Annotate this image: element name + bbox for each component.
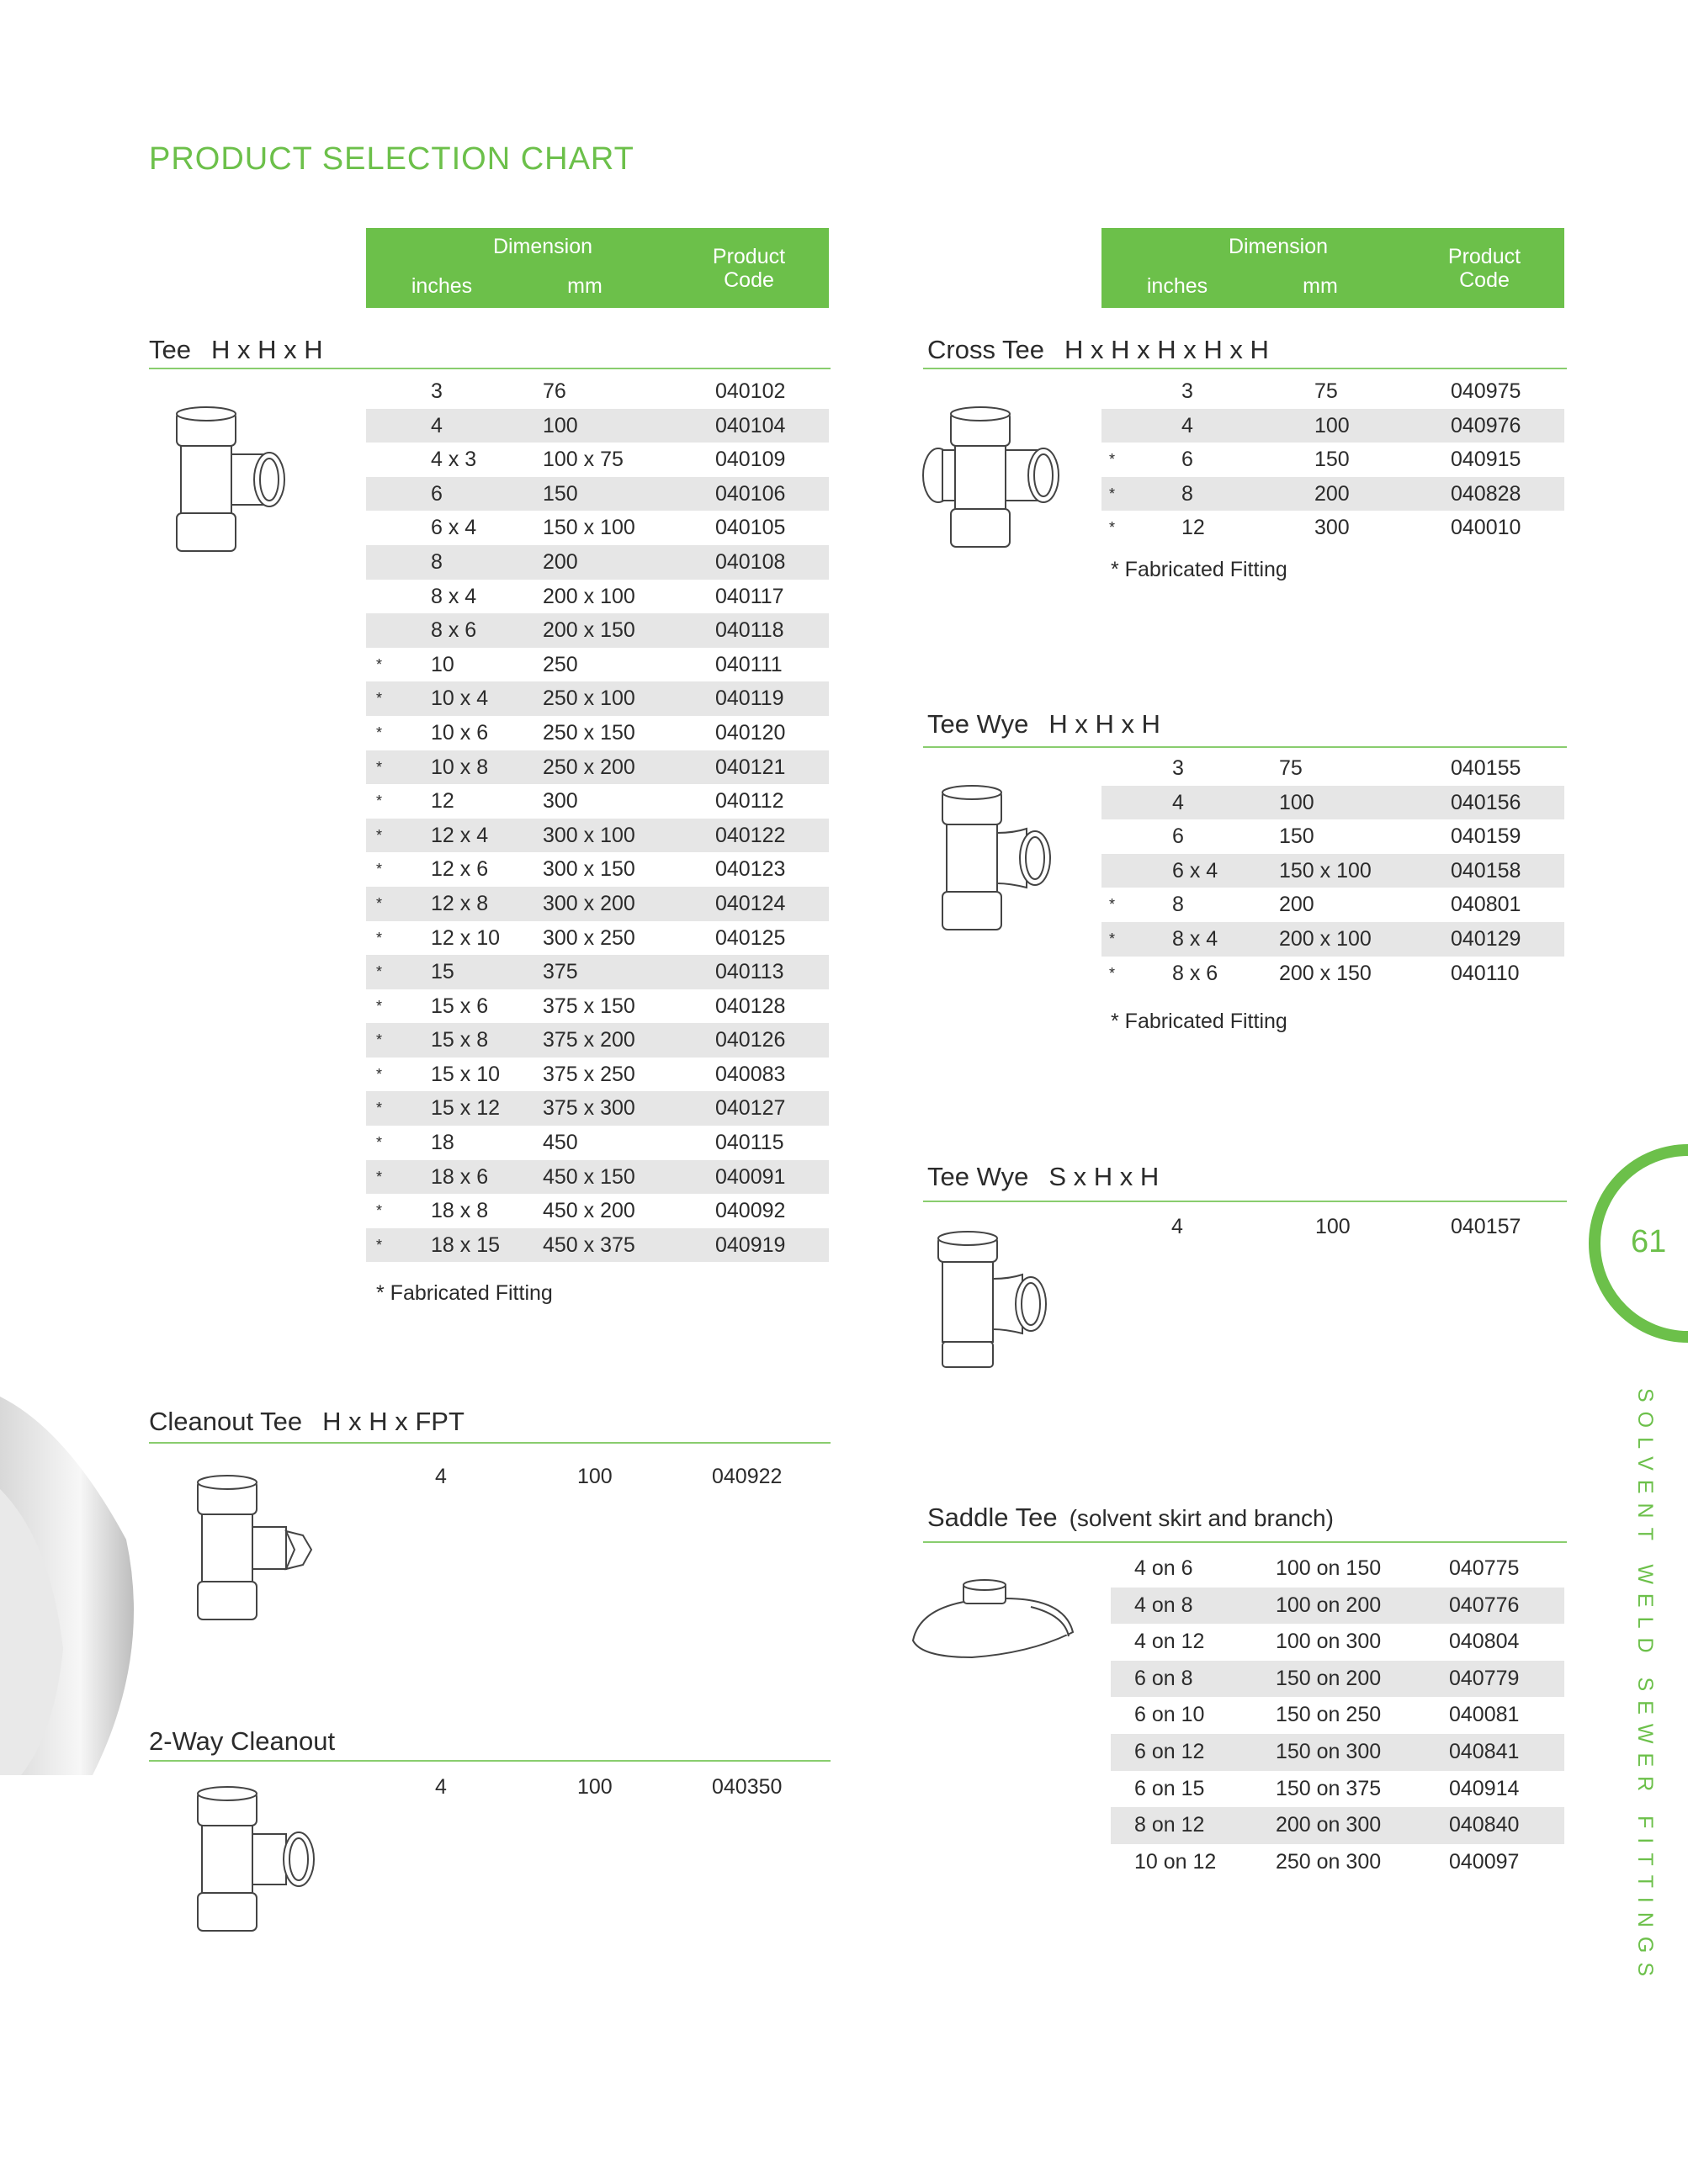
size-inches: 6 on 8 (1134, 1666, 1193, 1690)
size-mm: 150 on 375 (1276, 1776, 1382, 1800)
section-title (927, 335, 1269, 365)
size-mm: 450 x 200 (543, 1199, 635, 1223)
section-divider (923, 368, 1567, 369)
size-inches: 15 (431, 960, 454, 984)
table-row (1111, 1624, 1564, 1661)
table-row (366, 1126, 829, 1160)
table-row (1101, 957, 1564, 991)
section-name: Saddle Tee (927, 1503, 1058, 1532)
size-inches: 3 (1172, 756, 1184, 780)
product-code: 040110 (1451, 961, 1520, 985)
size-inches: 4 on 8 (1134, 1593, 1193, 1617)
fabricated-marker: * (1109, 519, 1116, 537)
size-inches: 3 (431, 379, 443, 403)
size-inches: 4 (435, 1465, 447, 1488)
table-row (366, 580, 829, 614)
table-header-left (366, 228, 829, 308)
table-row (366, 989, 829, 1024)
product-code: 040840 (1449, 1813, 1520, 1837)
fabricated-marker: * (376, 1134, 383, 1152)
size-mm: 200 x 150 (543, 618, 635, 643)
section-divider (149, 1442, 831, 1444)
size-mm: 150 on 200 (1276, 1666, 1382, 1690)
fabricated-marker: * (376, 894, 383, 912)
size-inches: 15 x 10 (431, 1062, 501, 1086)
pipe-photo-decoration (0, 1380, 151, 1784)
size-mm: 450 x 150 (543, 1164, 635, 1189)
table-row (366, 716, 829, 750)
section-divider (923, 1541, 1567, 1543)
product-code: 040914 (1449, 1776, 1520, 1800)
section-name: 2-Way Cleanout (149, 1726, 336, 1756)
table-row (1111, 1771, 1564, 1808)
size-mm: 450 x 375 (543, 1232, 635, 1257)
size-mm: 375 x 250 (543, 1062, 635, 1086)
fabricated-marker: * (376, 1031, 383, 1049)
product-table (366, 374, 829, 1262)
size-mm: 250 (543, 652, 578, 676)
table-row (1111, 1551, 1564, 1588)
section-name: Cross Tee (927, 335, 1044, 364)
size-mm: 200 (543, 549, 578, 574)
product-code: 040804 (1449, 1630, 1520, 1654)
table-row (1101, 477, 1564, 512)
size-mm: 250 x 150 (543, 720, 635, 745)
tee-fitting-icon (168, 404, 295, 564)
header-product-code: Product Code (712, 245, 786, 292)
product-code: 040915 (1451, 448, 1521, 472)
table-row (366, 545, 829, 580)
size-mm: 100 x 75 (543, 448, 624, 472)
size-mm: 150 (543, 481, 578, 506)
size-mm: 100 (1315, 1215, 1351, 1238)
product-code: 040097 (1449, 1849, 1520, 1874)
table-row (366, 955, 829, 989)
table-row (366, 681, 829, 716)
size-mm: 76 (543, 379, 566, 403)
table-row (1111, 1697, 1564, 1734)
section-spec: (solvent skirt and branch) (1069, 1505, 1334, 1531)
size-mm: 150 on 300 (1276, 1739, 1382, 1763)
product-code: 040124 (715, 891, 786, 915)
section-name: Tee Wye (927, 709, 1029, 739)
product-code: 040102 (715, 379, 786, 403)
fabricated-marker: * (376, 1065, 383, 1083)
section-spec: S x H x H (1048, 1162, 1160, 1191)
section-title (927, 1503, 1334, 1533)
product-table (1101, 1210, 1564, 1244)
product-code: 040128 (715, 994, 786, 1018)
product-code: 040919 (715, 1232, 786, 1257)
product-code: 040105 (715, 516, 786, 540)
size-inches: 4 (1172, 790, 1184, 814)
fabricated-marker: * (376, 1168, 383, 1185)
size-inches: 12 (431, 789, 454, 814)
product-code: 040121 (715, 755, 786, 779)
table-row (366, 1091, 829, 1126)
table-row (1101, 888, 1564, 922)
product-code: 040157 (1451, 1215, 1521, 1238)
product-code: 040776 (1449, 1593, 1520, 1617)
cross-tee-fitting-icon (917, 404, 1069, 555)
table-row (366, 921, 829, 956)
table-row (366, 1460, 829, 1494)
table-row (1111, 1588, 1564, 1625)
size-mm: 100 on 200 (1276, 1593, 1382, 1617)
product-code: 040922 (712, 1465, 783, 1488)
size-inches: 18 x 15 (431, 1232, 501, 1257)
size-inches: 4 (1181, 413, 1193, 437)
section-name: Cleanout Tee (149, 1407, 303, 1436)
table-row (1101, 786, 1564, 820)
product-code: 040083 (715, 1062, 786, 1086)
size-mm: 300 (1314, 516, 1350, 540)
product-table (1101, 374, 1564, 545)
size-mm: 375 x 150 (543, 994, 635, 1018)
product-code: 040156 (1451, 790, 1521, 814)
table-row (1101, 374, 1564, 409)
size-mm: 100 (577, 1465, 613, 1488)
size-mm: 200 x 150 (1279, 961, 1372, 985)
size-mm: 300 (543, 789, 578, 814)
table-row (366, 511, 829, 545)
size-inches: 8 on 12 (1134, 1813, 1205, 1837)
size-mm: 100 (543, 413, 578, 437)
size-mm: 300 x 100 (543, 823, 635, 847)
product-table (1101, 751, 1564, 990)
size-mm: 100 on 300 (1276, 1630, 1382, 1654)
table-row (1101, 819, 1564, 854)
header-mm: mm (567, 274, 602, 298)
product-code: 040123 (715, 857, 786, 882)
header-mm: mm (1303, 274, 1338, 298)
product-code: 040127 (715, 1096, 786, 1121)
page-title: PRODUCT SELECTION CHART (149, 141, 634, 177)
fabricated-marker: * (1109, 964, 1116, 982)
product-code: 040775 (1449, 1556, 1520, 1580)
size-inches: 8 (431, 549, 443, 574)
product-code: 040126 (715, 1028, 786, 1052)
table-row (1101, 511, 1564, 545)
size-inches: 6 (1172, 824, 1184, 849)
product-code: 040122 (715, 823, 786, 847)
size-mm: 250 x 100 (543, 686, 635, 711)
size-inches: 4 (1171, 1215, 1183, 1238)
size-inches: 10 on 12 (1134, 1849, 1217, 1874)
table-row (366, 613, 829, 648)
size-inches: 4 (435, 1775, 447, 1799)
fabricated-marker: * (376, 792, 383, 810)
fabricated-marker: * (376, 997, 383, 1015)
size-inches: 15 x 8 (431, 1028, 489, 1052)
size-inches: 10 (431, 652, 454, 676)
size-mm: 150 (1279, 824, 1314, 849)
product-code: 040158 (1451, 858, 1521, 883)
table-row (1101, 1210, 1564, 1244)
size-mm: 375 (543, 960, 578, 984)
size-mm: 250 on 300 (1276, 1849, 1382, 1874)
product-code: 040117 (715, 584, 784, 608)
fabricated-marker: * (376, 1236, 383, 1254)
product-code: 040111 (715, 652, 783, 676)
two-way-cleanout-fitting-icon (189, 1784, 324, 1943)
section-title (149, 1726, 355, 1757)
size-inches: 6 (431, 481, 443, 506)
table-row (1111, 1844, 1564, 1881)
size-inches: 6 on 12 (1134, 1739, 1205, 1763)
size-inches: 6 x 4 (1172, 858, 1218, 883)
table-row (1101, 751, 1564, 786)
header-inches: inches (1146, 274, 1208, 298)
section-divider (149, 368, 831, 369)
fabricated-marker: * (376, 1100, 383, 1117)
size-inches: 18 x 8 (431, 1199, 489, 1223)
saddle-tee-fitting-icon (905, 1573, 1081, 1666)
size-mm: 75 (1279, 756, 1303, 780)
size-inches: 12 x 10 (431, 925, 501, 950)
size-mm: 300 x 150 (543, 857, 635, 882)
size-inches: 4 on 6 (1134, 1556, 1193, 1580)
table-row (366, 1228, 829, 1263)
size-mm: 100 (1314, 413, 1350, 437)
table-row (1101, 922, 1564, 957)
fabricated-marker: * (376, 690, 383, 708)
size-inches: 12 x 6 (431, 857, 489, 882)
size-inches: 12 (1181, 516, 1205, 540)
product-code: 040828 (1451, 481, 1521, 506)
table-row (366, 1058, 829, 1092)
size-mm: 375 x 200 (543, 1028, 635, 1052)
size-inches: 12 x 4 (431, 823, 489, 847)
size-inches: 8 (1172, 893, 1184, 917)
product-code: 040801 (1451, 893, 1521, 917)
size-inches: 10 x 8 (431, 755, 489, 779)
product-table (366, 1770, 829, 1805)
section-spec: H x H x H x H x H (1064, 335, 1269, 364)
product-code: 040125 (715, 925, 786, 950)
table-row (366, 648, 829, 682)
header-inches: inches (411, 274, 473, 298)
table-row (366, 1770, 829, 1805)
product-table (1111, 1551, 1564, 1880)
size-mm: 100 (577, 1775, 613, 1799)
size-inches: 6 x 4 (431, 516, 477, 540)
table-row (366, 409, 829, 443)
table-row (366, 819, 829, 853)
table-row (366, 852, 829, 887)
size-inches: 12 x 8 (431, 891, 489, 915)
header-dimension: Dimension (492, 235, 593, 258)
table-row (366, 443, 829, 477)
tee-wye-sxhxh-fitting-icon (930, 1228, 1056, 1388)
size-inches: 4 x 3 (431, 448, 477, 472)
size-mm: 200 x 100 (543, 584, 635, 608)
fabricated-marker: * (1109, 930, 1116, 947)
size-mm: 100 on 150 (1276, 1556, 1382, 1580)
size-mm: 200 (1279, 893, 1314, 917)
product-code: 040350 (712, 1775, 783, 1799)
size-mm: 150 x 100 (543, 516, 635, 540)
size-mm: 250 x 200 (543, 755, 635, 779)
size-inches: 18 (431, 1131, 454, 1155)
size-mm: 200 on 300 (1276, 1813, 1382, 1837)
product-code: 040975 (1451, 379, 1521, 403)
size-inches: 18 x 6 (431, 1164, 489, 1189)
size-inches: 8 x 6 (431, 618, 477, 643)
fabricated-marker: * (1109, 451, 1116, 469)
header-product-code: Product Code (1447, 245, 1521, 292)
size-mm: 375 x 300 (543, 1096, 635, 1121)
fabricated-marker: * (376, 724, 383, 741)
fabricated-marker: * (376, 826, 383, 844)
product-code: 040104 (715, 413, 786, 437)
section-divider (923, 746, 1567, 748)
header-dimension: Dimension (1228, 235, 1329, 258)
product-code: 040092 (715, 1199, 786, 1223)
table-row (366, 1194, 829, 1228)
table-row (1111, 1807, 1564, 1844)
size-inches: 4 on 12 (1134, 1630, 1205, 1654)
size-inches: 4 (431, 413, 443, 437)
product-code: 040108 (715, 549, 786, 574)
fabricated-fitting-footnote: * Fabricated Fitting (1111, 1010, 1287, 1033)
product-code: 040091 (715, 1164, 786, 1189)
section-spec: H x H x FPT (322, 1407, 464, 1436)
table-row (366, 784, 829, 819)
product-code: 040115 (715, 1131, 784, 1155)
table-row (366, 750, 829, 785)
product-code: 040841 (1449, 1739, 1520, 1763)
section-divider (923, 1201, 1567, 1202)
product-code: 040106 (715, 481, 786, 506)
product-code: 040155 (1451, 756, 1521, 780)
size-inches: 10 x 4 (431, 686, 489, 711)
product-code: 040112 (715, 789, 784, 814)
section-title (149, 335, 323, 365)
section-title (927, 1162, 1159, 1192)
fabricated-marker: * (376, 963, 383, 981)
fabricated-marker: * (376, 1202, 383, 1220)
fabricated-marker: * (376, 655, 383, 673)
product-code: 040109 (715, 448, 786, 472)
table-row (1111, 1734, 1564, 1771)
product-code: 040129 (1451, 926, 1521, 951)
section-spec: H x H x H (1048, 709, 1160, 739)
product-code: 040113 (715, 960, 784, 984)
table-row (366, 887, 829, 921)
size-inches: 8 x 4 (431, 584, 477, 608)
table-row (1101, 409, 1564, 443)
product-code: 040976 (1451, 413, 1521, 437)
size-inches: 6 (1181, 448, 1193, 472)
size-mm: 450 (543, 1131, 578, 1155)
size-inches: 3 (1181, 379, 1193, 403)
size-inches: 8 x 6 (1172, 961, 1218, 985)
size-inches: 15 x 12 (431, 1096, 501, 1121)
page-number: 61 (1631, 1224, 1667, 1259)
size-mm: 150 on 250 (1276, 1703, 1382, 1727)
table-row (1101, 443, 1564, 477)
size-inches: 15 x 6 (431, 994, 489, 1018)
product-code: 040081 (1449, 1703, 1520, 1727)
size-mm: 300 x 200 (543, 891, 635, 915)
fabricated-marker: * (1109, 896, 1116, 914)
fabricated-marker: * (376, 758, 383, 776)
size-inches: 8 x 4 (1172, 926, 1218, 951)
table-row (366, 477, 829, 512)
size-mm: 150 x 100 (1279, 858, 1372, 883)
section-name: Tee Wye (927, 1162, 1029, 1191)
fabricated-marker: * (376, 861, 383, 878)
product-code: 040119 (715, 686, 784, 711)
size-inches: 6 on 15 (1134, 1776, 1205, 1800)
fabricated-fitting-footnote: * Fabricated Fitting (1111, 558, 1287, 581)
cleanout-tee-fitting-icon (189, 1472, 324, 1632)
table-row (1101, 854, 1564, 888)
fabricated-marker: * (1109, 485, 1116, 502)
table-row (1111, 1661, 1564, 1698)
table-row (366, 374, 829, 409)
side-section-label: SOLVENT WELD SEWER FITTINGS (1633, 1388, 1657, 1986)
size-mm: 75 (1314, 379, 1338, 403)
fabricated-fitting-footnote: * Fabricated Fitting (376, 1281, 553, 1305)
table-row (366, 1023, 829, 1058)
size-mm: 200 x 100 (1279, 926, 1372, 951)
size-inches: 8 (1181, 481, 1193, 506)
size-inches: 10 x 6 (431, 720, 489, 745)
product-table (366, 1460, 829, 1494)
product-code: 040010 (1451, 516, 1521, 540)
product-code: 040779 (1449, 1666, 1520, 1690)
size-mm: 100 (1279, 790, 1314, 814)
product-code: 040159 (1451, 824, 1521, 849)
table-header-right (1101, 228, 1564, 308)
size-mm: 150 (1314, 448, 1350, 472)
section-title (927, 709, 1160, 739)
product-code: 040118 (715, 618, 784, 643)
product-code: 040120 (715, 720, 786, 745)
section-name: Tee (149, 335, 191, 364)
size-mm: 200 (1314, 481, 1350, 506)
table-row (366, 1160, 829, 1195)
tee-wye-fitting-icon (934, 782, 1060, 942)
section-title (149, 1407, 464, 1437)
size-mm: 300 x 250 (543, 925, 635, 950)
fabricated-marker: * (376, 929, 383, 946)
section-divider (149, 1760, 831, 1762)
size-inches: 6 on 10 (1134, 1703, 1205, 1727)
section-spec: H x H x H (210, 335, 323, 364)
